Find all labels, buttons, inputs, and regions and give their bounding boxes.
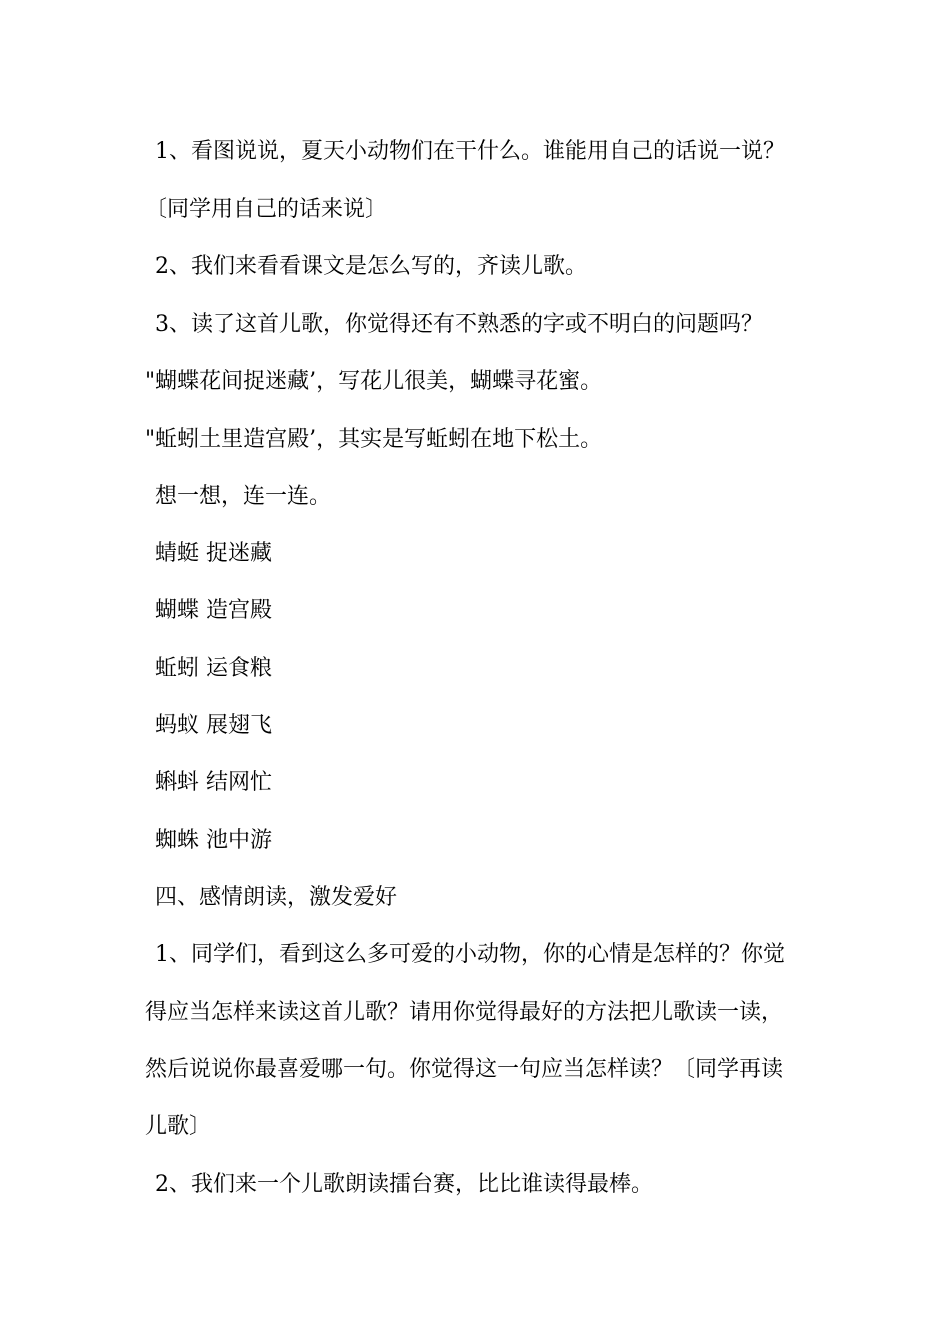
matching-item: 蚯蚓 运食粮 <box>155 656 272 681</box>
section-heading: 四、感情朗读，激发爱好 <box>155 885 398 910</box>
matching-item: 蜘蛛 池中游 <box>155 828 272 853</box>
question-2-text: 2、我们来看看课文是怎么写的，齐读儿歌。 <box>155 254 587 279</box>
question-1-text: 1、看图说说，夏天小动物们在干什么。谁能用自己的话说一说？ <box>155 139 785 164</box>
paragraph-line: 儿歌〕 <box>145 1114 212 1139</box>
matching-item: 蝴蝶 造宫殿 <box>155 598 272 623</box>
matching-item: 蝌蚪 结网忙 <box>155 770 272 795</box>
activity-text: 2、我们来一个儿歌朗读擂台赛，比比谁读得最棒。 <box>155 1172 653 1197</box>
paragraph-line: 得应当怎样来读这首儿歌？请用你觉得最好的方法把儿歌读一读， <box>145 1000 784 1025</box>
paragraph-line: 1、同学们，看到这么多可爱的小动物，你的心情是怎样的？你觉 <box>155 942 785 967</box>
matching-instruction: 想一想，连一连。 <box>155 484 332 509</box>
student-response-note: 〔同学用自己的话来说〕 <box>145 197 388 222</box>
matching-item: 蚂蚁 展翅飞 <box>155 713 272 738</box>
paragraph-line: 然后说说你最喜爱哪一句。你觉得这一句应当怎样读？〔同学再读 <box>145 1057 784 1082</box>
question-3-text: 3、读了这首儿歌，你觉得还有不熟悉的字或不明白的问题吗？ <box>155 312 763 337</box>
butterfly-explanation: "蝴蝶花间捉迷藏’，写花儿很美，蝴蝶寻花蜜。 <box>145 369 603 394</box>
earthworm-explanation: "蚯蚓土里造宫殿’，其实是写蚯蚓在地下松土。 <box>145 427 603 452</box>
matching-item: 蜻蜓 捉迷藏 <box>155 541 272 566</box>
